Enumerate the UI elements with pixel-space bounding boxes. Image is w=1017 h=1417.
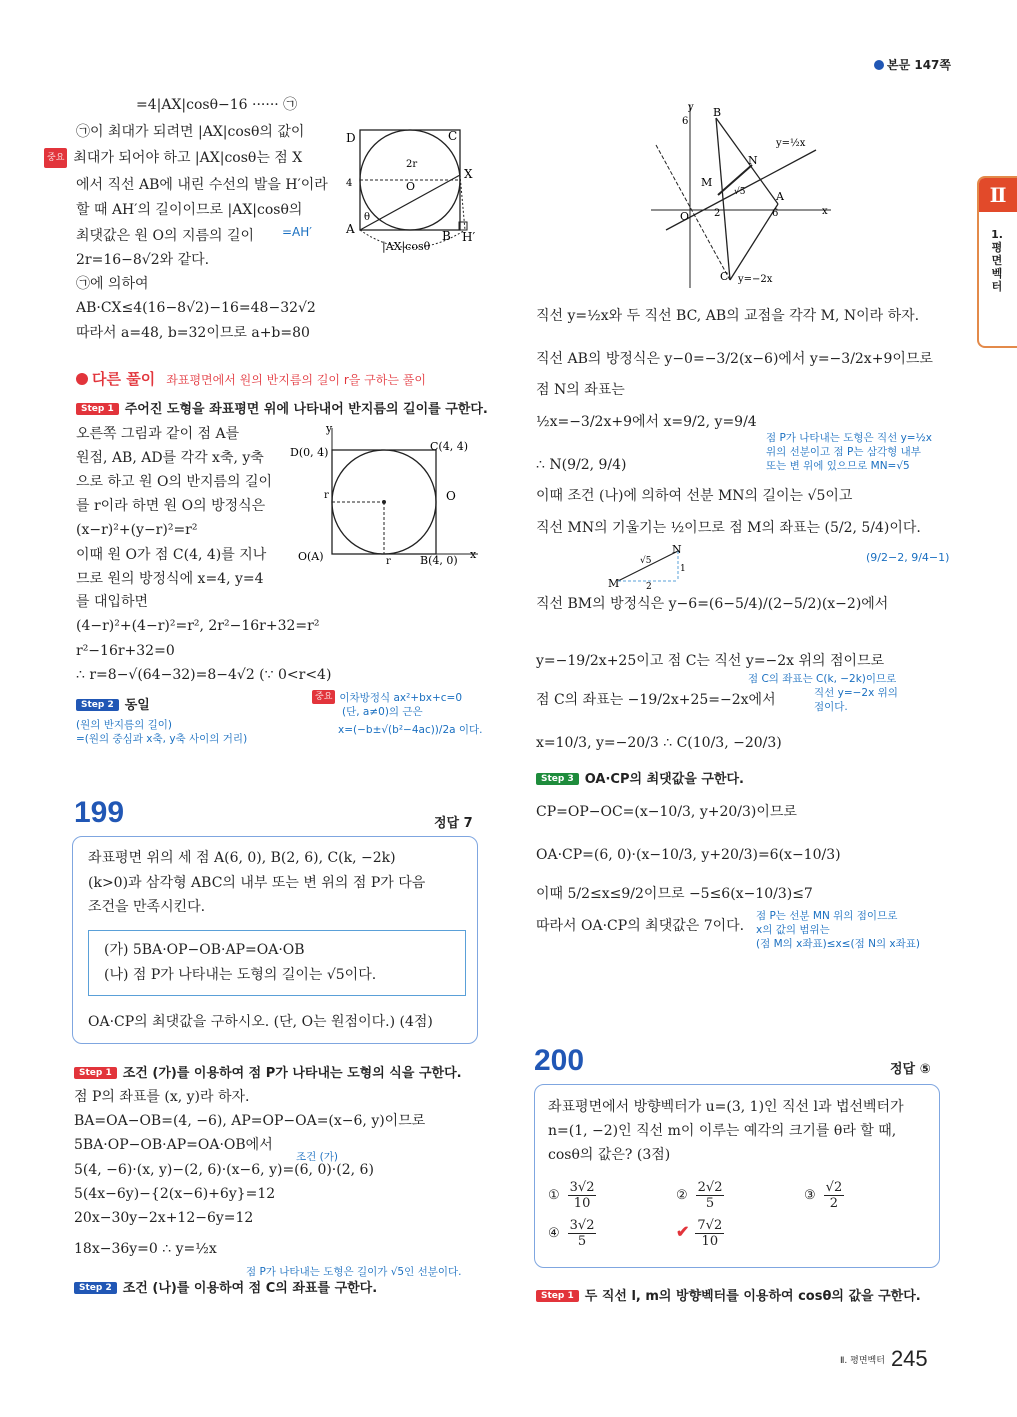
label-sqrt5: √5 <box>734 187 746 197</box>
label-one: 1 <box>680 564 686 574</box>
label-line1: y=½x <box>776 138 806 149</box>
note-quadratic: 중요 이차방정식 ax²+bx+c=0 (단, a≠0)의 근은 x=(−b±√(b²−4ac))/2a 이다. <box>312 690 483 737</box>
problem-text: 좌표평면에서 방향벡터가 u=(3, 1)인 직선 l과 법선벡터가 <box>548 1099 904 1115</box>
left-line: 최댓값은 원 O의 지름의 길이 <box>76 228 255 244</box>
label-x: X <box>464 167 473 181</box>
right-line: 직선 MN의 기울기는 ½이므로 점 M의 좌표는 (5/2, 5/4)이다. <box>536 520 921 536</box>
footer <box>840 1346 928 1372</box>
problem-text: OA·CP의 최댓값을 구하시오. (단, O는 원점이다.) (4점) <box>88 1014 433 1030</box>
condition-text: (나) 점 P가 나타내는 도형의 길이는 √5이다. <box>104 967 377 983</box>
chapter-roman: Ⅱ <box>979 178 1017 212</box>
right-line: 이때 5/2≤x≤9/2이므로 −5≤6(x−10/3)≤7 <box>536 886 813 902</box>
right-line: 따라서 OA·CP의 최댓값은 7이다. <box>536 918 745 934</box>
label-r: r <box>324 490 329 501</box>
alt-line: 를 r이라 하면 원 O의 방정식은 <box>76 498 266 514</box>
label-b: B(4, 0) <box>420 554 458 567</box>
label-sqrt5: √5 <box>640 556 652 566</box>
label-o: O <box>680 210 690 223</box>
choice-5[interactable]: ✔ $\frac{7√2}{10}$ <box>676 1218 723 1249</box>
problem-text: 좌표평면 위의 세 점 A(6, 0), B(2, 6), C(k, −2k) <box>88 850 396 866</box>
work-line: BA=OA−OB=(4, −6), AP=OP−OA=(x−6, y)이므로 <box>74 1113 426 1129</box>
right-line: x=10/3, y=−20/3 ∴ C(10/3, −20/3) <box>536 735 782 751</box>
step2-heading: Step 2 동일 <box>76 694 150 713</box>
label-c: C(4, 4) <box>430 440 468 453</box>
note-ah: =AH′ <box>282 225 313 239</box>
left-line: AB·CX≤4(16−8√2)−16=48−32√2 <box>76 300 316 316</box>
problem-text: 조건을 만족시킨다. <box>88 899 206 915</box>
step2-heading: Step 2 조건 (나)를 이용하여 점 C의 좌표를 구한다. <box>74 1277 377 1296</box>
page-ref: 본문 147쪽 <box>874 56 951 73</box>
tick-6-x: 6 <box>772 208 779 219</box>
alt-icon <box>76 373 88 385</box>
answer-label: 정답 7 <box>434 816 473 831</box>
tick-6-y: 6 <box>682 116 689 127</box>
label-2r: 2r <box>406 159 418 170</box>
axis-y: y <box>688 102 694 113</box>
label-two: 2 <box>646 582 652 589</box>
left-line: 에서 직선 AB에 내린 수선의 발을 H′이라 <box>76 177 328 193</box>
work-line: 점 P의 좌표를 (x, y)라 하자. <box>74 1089 250 1105</box>
choice-4[interactable]: ④ $\frac{3√2}{5}$ <box>548 1218 595 1249</box>
figure-coordinate-circle <box>288 420 484 568</box>
chapter-label: 1. 평면벡터 <box>991 228 1003 293</box>
alt-line: ∴ r=8−√(64−32)=8−4√2 (∵ 0<r<4) <box>76 667 332 683</box>
left-line: =4|AX|cosθ−16 ······ ㉠ <box>136 97 298 113</box>
alt-solution-title: 다른 풀이 좌표평면에서 원의 반지름의 길이 r을 구하는 풀이 <box>76 368 426 389</box>
figure-triangle <box>646 100 836 290</box>
footer-section: Ⅱ. 평면벡터 <box>840 1356 885 1366</box>
figure-small-triangle <box>608 543 688 589</box>
label-c: C <box>448 129 458 143</box>
step1-heading: Step 1 두 직선 l, m의 방향벡터를 이용하여 cosθ의 값을 구한다. <box>536 1285 921 1304</box>
label-a: A <box>346 222 355 236</box>
problem-number: 199 <box>74 796 125 829</box>
right-line: 점 N의 좌표는 <box>536 382 625 398</box>
alt-line: (4−r)²+(4−r)²=r², 2r²−16r+32=r² <box>76 618 320 634</box>
alt-line: 으로 하고 원 O의 반지름의 길이 <box>76 474 273 490</box>
label-origin-a: O(A) <box>298 550 324 563</box>
right-line: 점 C의 좌표는 −19/2x+25=−2x에서 <box>536 692 776 708</box>
axis-y: y <box>326 422 333 435</box>
work-line: 20x−30y−2x+12−6y=12 <box>74 1210 254 1226</box>
right-line: 직선 BM의 방정식은 y−6=(6−5/4)/(2−5/2)(x−2)에서 <box>536 596 889 612</box>
label-4: 4 <box>346 178 353 189</box>
alt-line: 므로 원의 방정식에 x=4, y=4 <box>76 571 264 587</box>
chapter-tab <box>977 176 1017 348</box>
right-line: 직선 AB의 방정식은 y−0=−3/2(x−6)에서 y=−3/2x+9이므로 <box>536 351 933 367</box>
left-line: 2r=16−8√2와 같다. <box>76 252 210 268</box>
work-line: 18x−36y=0 ∴ y=½x <box>74 1241 217 1257</box>
condition-text: (가) 5BA·OP−OB·AP=OA·OB <box>104 942 305 958</box>
label-n: N <box>748 154 758 167</box>
alt-line: (x−r)²+(y−r)²=r² <box>76 522 198 538</box>
label-o: O <box>406 180 416 193</box>
axis-x: x <box>822 206 828 217</box>
right-line: 직선 y=½x와 두 직선 BC, AB의 교점을 각각 M, N이라 하자. <box>536 308 920 324</box>
right-line: OA·CP=(6, 0)·(x−10/3, y+20/3)=6(x−10/3) <box>536 847 841 863</box>
axis-x: x <box>470 548 477 561</box>
problem-text: n=(1, −2)인 직선 m이 이루는 예각의 크기를 θ라 할 때, <box>548 1123 897 1139</box>
right-line: ∴ N(9/2, 9/4) <box>536 457 627 473</box>
circle-icon <box>874 60 884 70</box>
note-cond: 조건 (가) <box>296 1151 338 1163</box>
left-line: ㉠에 의하여 <box>76 276 149 292</box>
step1-heading: Step 1 주어진 도형을 좌표평면 위에 나타내어 반지름의 길이를 구한다. <box>76 398 488 417</box>
check-icon: ✔ <box>676 1222 690 1241</box>
note-range: 점 P는 선분 MN 위의 점이므로 x의 값의 범위는 (점 M의 x좌표)≤x≤(점 N의 x좌표) <box>756 910 921 950</box>
label-m: M <box>701 176 713 189</box>
right-line: y=−19/2x+25이고 점 C는 직선 y=−2x 위의 점이므로 <box>536 653 885 669</box>
alt-line: 오른쪽 그림과 같이 점 A를 <box>76 426 240 442</box>
step3-heading: Step 3 OA·CP의 최댓값을 구한다. <box>536 768 744 787</box>
label-n: N <box>672 543 682 556</box>
label-b: B <box>713 106 722 119</box>
left-line: 중요 최대가 되어야 하고 |AX|cosθ는 점 X <box>44 148 302 168</box>
left-line: 할 때 AH′의 길이이므로 |AX|cosθ의 <box>76 202 303 218</box>
label-d: D <box>346 131 356 145</box>
label-b: B <box>442 229 451 243</box>
page-number: 245 <box>890 1346 928 1371</box>
work-line: 5(4, −6)·(x, y)−(2, 6)·(x−6, y)=(6, 0)·(2, 6) <box>74 1162 374 1178</box>
label-c: C <box>720 270 729 283</box>
work-line: 5BA·OP−OB·AP=OA·OB에서 <box>74 1137 273 1153</box>
right-line: ½x=−3/2x+9에서 x=9/2, y=9/4 <box>536 414 757 430</box>
label-theta: θ <box>364 212 371 223</box>
important-badge: 중요 <box>44 148 67 168</box>
tick-2-x: 2 <box>714 208 721 219</box>
choice-3[interactable]: ③ $\frac{√2}{2}$ <box>804 1180 843 1211</box>
problem-number: 200 <box>534 1044 585 1077</box>
label-proj: |AX|cosθ <box>382 240 431 253</box>
note-segment: 점 P가 나타내는 도형은 길이가 √5인 선분이다. <box>246 1266 462 1278</box>
alt-line: 이때 원 O가 점 C(4, 4)를 지나 <box>76 547 267 563</box>
label-a: A <box>776 190 784 203</box>
note-p-segment: 점 P가 나타내는 도형은 직선 y=½x 위의 선분이고 점 P는 삼각형 내부 또는 변 위에 있으므로 MN=√5 <box>766 432 932 472</box>
label-line2: y=−2x <box>738 274 773 285</box>
left-line: 따라서 a=48, b=32이므로 a+b=80 <box>76 325 310 341</box>
note-m: (9/2−2, 9/4−1) <box>866 551 950 564</box>
label-m: M <box>608 577 620 589</box>
problem-text: cosθ의 값은? (3점) <box>548 1147 671 1163</box>
right-line: CP=OP−OC=(x−10/3, y+20/3)이므로 <box>536 804 797 820</box>
choice-2[interactable]: ② $\frac{2√2}{5}$ <box>676 1180 723 1211</box>
left-line: ㉠이 최대가 되려면 |AX|cosθ의 값이 <box>76 124 305 140</box>
alt-line: 원점, AB, AD를 각각 x축, y축 <box>76 450 264 466</box>
note-radius: (원의 반지름의 길이) =(원의 중심과 x축, y축 사이의 거리) <box>76 719 248 745</box>
alt-line: r²−16r+32=0 <box>76 643 175 659</box>
note-c: 점 C의 좌표는 C(k, −2k)이므로 직선 y=−2x 위의 점이다. <box>748 673 898 713</box>
label-d: D(0, 4) <box>290 446 329 459</box>
figure-circle-square <box>340 120 490 260</box>
answer-label: 정답 ⑤ <box>890 1062 931 1077</box>
step1-heading: Step 1 조건 (가)를 이용하여 점 P가 나타내는 도형의 식을 구한다. <box>74 1062 462 1081</box>
right-line: 이때 조건 (나)에 의하여 선분 MN의 길이는 √5이고 <box>536 488 853 504</box>
problem-text: (k>0)과 삼각형 ABC의 내부 또는 변 위의 점 P가 다음 <box>88 875 426 891</box>
label-r-bottom: r <box>386 556 391 567</box>
label-o: O <box>446 489 456 503</box>
alt-line: 를 대입하면 <box>76 594 149 610</box>
label-h: H′ <box>462 230 476 244</box>
choice-1[interactable]: ① $\frac{3√2}{10}$ <box>548 1180 595 1211</box>
work-line: 5(4x−6y)−{2(x−6)+6y}=12 <box>74 1186 276 1202</box>
